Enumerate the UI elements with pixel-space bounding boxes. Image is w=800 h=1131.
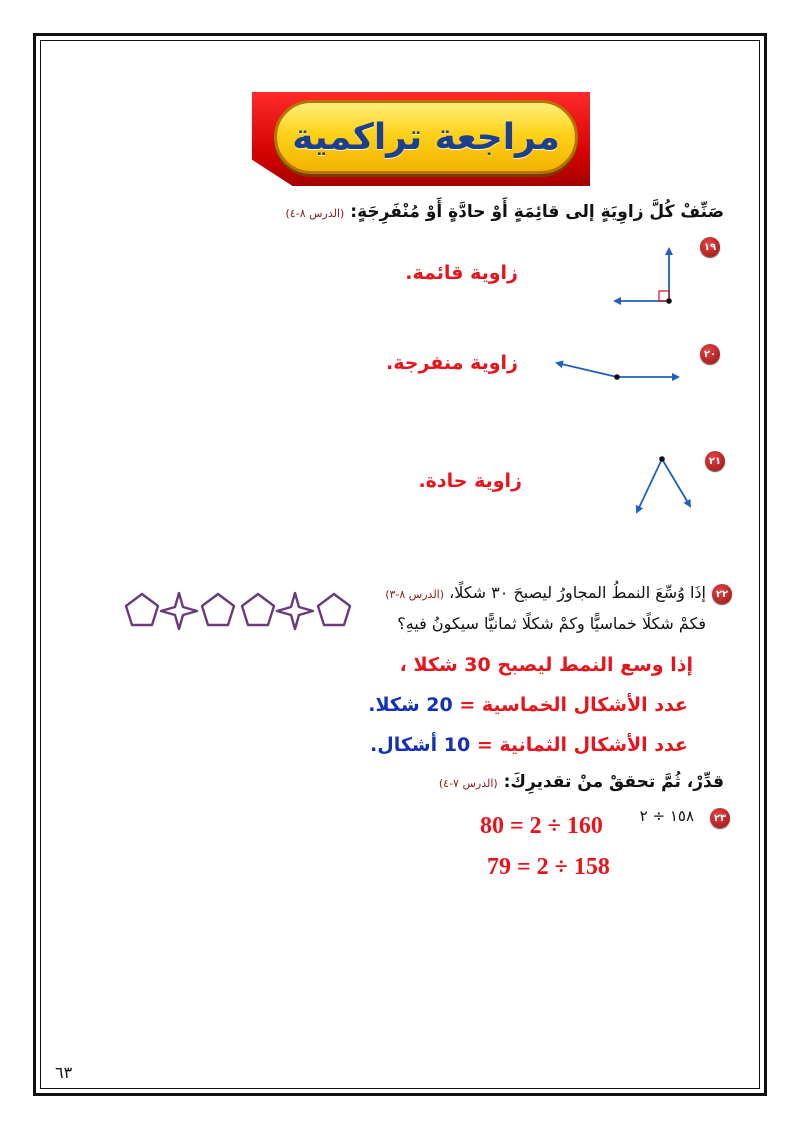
pattern-question-line2: فكمْ شكلًا خماسيًّا وكمْ شكلًا ثمانيًّا سيكونُ فيهِ؟	[397, 614, 706, 633]
pattern-answer-line3	[370, 734, 688, 756]
question-badge-21: ٢١	[705, 451, 725, 471]
page-border-inner	[40, 40, 760, 1089]
shape-pattern	[122, 590, 360, 634]
answer-19: زاوية قائمة.	[405, 262, 518, 284]
star-shape	[277, 593, 313, 629]
pentagon-shape	[242, 594, 274, 625]
obtuse-angle-figure	[550, 352, 685, 392]
classify-instruction	[286, 202, 725, 222]
question-badge-20: ٢٠	[700, 344, 720, 364]
pattern-lesson-ref: (الدرس ٨-٣)	[385, 588, 445, 601]
estimate-text: قدِّرْ، ثُمَّ تحققْ منْ تقديرِكَ:	[503, 772, 724, 792]
pentagon-count-value: 20 شكلا.	[368, 694, 453, 716]
octagon-count-value: 10 أشكال.	[370, 734, 471, 756]
pattern-question-line1	[385, 583, 706, 602]
acute-angle-figure	[628, 450, 698, 520]
estimate-lesson-ref: (الدرس ٧-٤)	[438, 777, 498, 790]
question-badge-22: ٢٢	[712, 584, 732, 604]
instruction-lesson-ref: (الدرس ٨-٤)	[285, 207, 345, 220]
question-badge-23: ٢٣	[710, 808, 730, 828]
division-problem: ١٥٨ ÷ ٢	[639, 807, 694, 825]
pattern-question-text: إذَا وُسِّعَ النمطُ المجاورُ ليصبحَ ٣٠ شكلًا،	[449, 583, 706, 602]
answer-21: زاوية حادة.	[418, 470, 522, 492]
estimate-calc-2: 79 = 2 ÷ 158	[487, 854, 610, 880]
pentagon-shape	[202, 594, 234, 625]
pentagon-shape	[126, 594, 158, 625]
pattern-answer-line2	[368, 694, 688, 716]
star-shape	[161, 593, 197, 629]
review-banner	[252, 88, 592, 188]
estimate-calc-1: 80 = 2 ÷ 160	[480, 813, 603, 839]
page-number: ٦٣	[55, 1063, 73, 1082]
pattern-answer-line1: إذا وسع النمط ليصبح 30 شكلا ،	[399, 654, 693, 676]
banner-title: مراجعة تراكمية	[292, 116, 560, 158]
pentagon-shape	[318, 594, 350, 625]
estimate-instruction	[439, 772, 724, 792]
right-angle-figure	[605, 240, 685, 310]
question-badge-19: ١٩	[700, 237, 720, 257]
pentagon-count-label: عدد الأشكال الخماسية =	[459, 694, 688, 716]
banner-pill	[274, 100, 578, 174]
instruction-text: صَنِّفْ كُلَّ زاوِيَةٍ إلى قائِمَةٍ أَوْ حادَّةٍ أَوْ مُنْفَرِجَةٍ:	[350, 202, 724, 222]
answer-20: زاوية منفرجة.	[386, 352, 518, 374]
octagon-count-label: عدد الأشكال الثمانية =	[476, 734, 688, 756]
